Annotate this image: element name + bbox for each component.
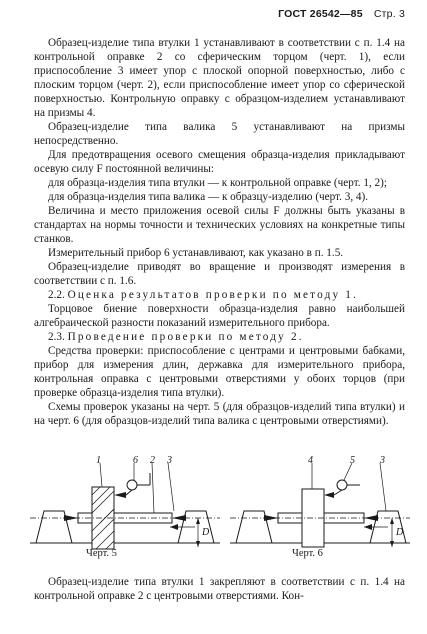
paragraph: Образец-изделие типа втулки 1 закрепляют в соответствии с п. 1.4 на контрольной оправке 2 с центровыми отверстиями. Кон-	[34, 576, 405, 602]
section-title: Оценка результатов проверки по методу 1.	[67, 289, 359, 301]
body-text	[34, 36, 405, 428]
list-item: для образца-изделия типа валика — к образцу-изделию (черт. 3, 4).	[48, 191, 369, 203]
paragraph: Средства проверки: приспособление с центрами и центровыми бабками, прибор для измерения длин, державка для измерительного прибора, контрольная оправка с центровыми отверстиями у обоих торцов (при проверке образца-изделия типа втулки).	[34, 345, 405, 399]
fig5-label-3: 3	[167, 455, 172, 466]
figure-6-drawing	[230, 463, 410, 547]
figure-6-caption: Черт. 6	[292, 548, 323, 559]
section-number: 2.2.	[48, 289, 65, 301]
page-header	[278, 8, 405, 20]
section-title: Проведение проверки по методу 2.	[67, 331, 304, 343]
continuation-text	[34, 575, 405, 603]
paragraph: Схемы проверок указаны на черт. 5 (для образцов-изделий типа втулки) и на черт. 6 (для образцов-изделий типа валика с центровыми отверстиями).	[34, 401, 405, 427]
section-heading-2-3	[34, 330, 405, 344]
page-number: Стр. 3	[373, 8, 405, 20]
fig6-label-4: 4	[308, 455, 313, 466]
fig5-label-2: 2	[150, 455, 155, 466]
fig5-label-1: 1	[96, 455, 101, 466]
paragraph: Образец-изделие приводят во вращение и производят измерения в соответствии с п. 1.6.	[34, 261, 405, 287]
paragraph: Образец-изделие типа валика 5 устанавливают на призмы непосредственно.	[34, 121, 405, 147]
paragraph: Для предотвращения осевого смещения образца-изделия прикладывают осевую силу F постоянной величины:	[34, 149, 405, 175]
standard-number: ГОСТ 26542—85	[278, 8, 363, 20]
figure-5-caption: Черт. 5	[86, 548, 117, 559]
figure-5-drawing	[30, 463, 220, 549]
section-number: 2.3.	[48, 331, 65, 343]
paragraph: Величина и место приложения осевой силы F должны быть указаны в стандартах на нормы точности и технических условиях на конкретные типы станков.	[34, 205, 405, 245]
fig5-dim-label: D	[202, 527, 210, 538]
paragraph: Образец-изделие типа втулки 1 устанавливают в соответствии с п. 1.4 на контрольной оправке 2 со сферическим торцом (черт. 1), если приспособление 3 имеет упор с плоской опорной поверхностью, либо с плоским торцом (черт. 2), если приспособление имеет упор со сферической поверхностью. Контрольную оправку с образцом-изделием устанавливают на призмы 4.	[34, 37, 405, 119]
fig6-dim-label: D	[396, 527, 404, 538]
fig6-label-5: 5	[350, 455, 355, 466]
section-heading-2-2	[34, 288, 405, 302]
paragraph: Торцовое биение поверхности образца-изделия равно наибольшей алгебраической разности показаний измерительного прибора.	[34, 303, 405, 329]
paragraph: Измерительный прибор 6 устанавливают, как указано в п. 1.5.	[48, 247, 344, 259]
figures-5-6	[30, 455, 410, 585]
fig5-label-6: 6	[133, 455, 138, 466]
list-item: для образца-изделия типа втулки — к контрольной оправке (черт. 1, 2);	[48, 177, 387, 189]
fig6-label-3: 3	[380, 455, 385, 466]
